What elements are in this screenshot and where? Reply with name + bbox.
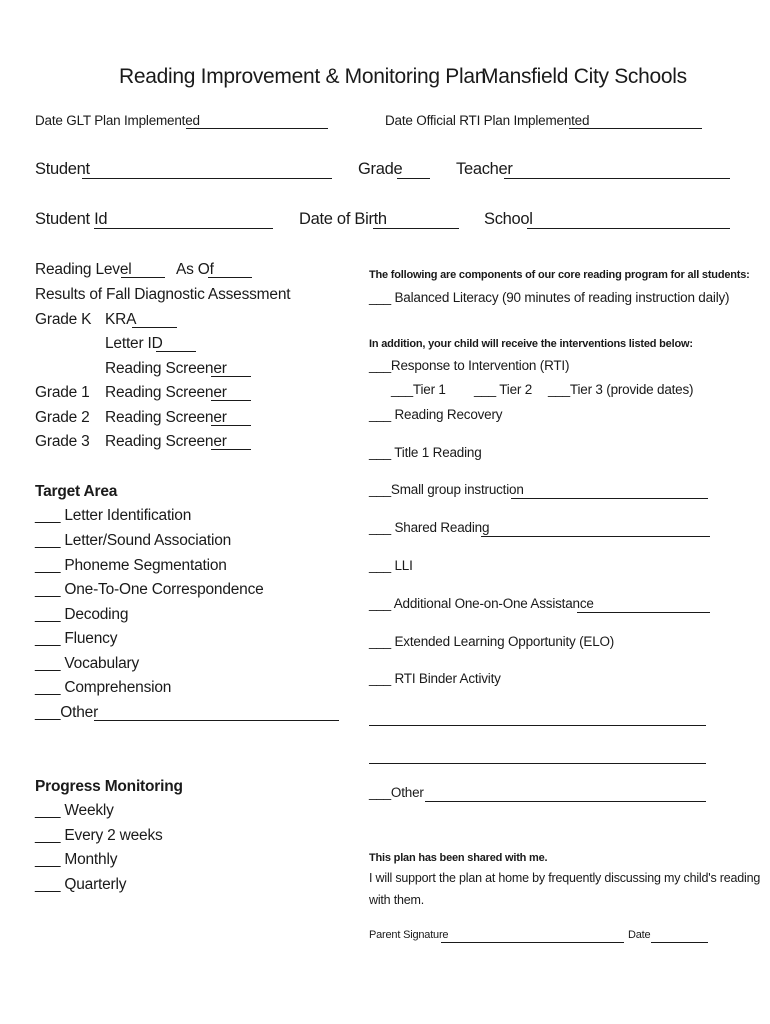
grade-2-label: Grade 2: [35, 409, 90, 426]
target-item-fluency[interactable]: ___ Fluency: [35, 630, 118, 647]
intervention-rti[interactable]: ___Response to Intervention (RTI): [369, 358, 570, 373]
parent-signature-label: Parent Signature: [369, 929, 449, 941]
grade-3-label: Grade 3: [35, 433, 90, 450]
grade-field[interactable]: [397, 178, 430, 179]
intervention-elo[interactable]: ___ Extended Learning Opportunity (ELO): [369, 634, 615, 649]
progress-item-weekly[interactable]: ___ Weekly: [35, 802, 114, 819]
kra-field[interactable]: [132, 327, 177, 328]
signature-date-field[interactable]: [651, 942, 708, 943]
progress-item-every-2-weeks[interactable]: ___ Every 2 weeks: [35, 827, 163, 844]
progress-monitoring-heading: Progress Monitoring: [35, 778, 183, 795]
dob-label: Date of Birth: [299, 210, 387, 228]
as-of-label: As Of: [176, 261, 214, 278]
intervention-tier-2[interactable]: ___ Tier 2: [474, 382, 533, 397]
intervention-rti-binder[interactable]: ___ RTI Binder Activity: [369, 671, 501, 686]
glt-date-label: Date GLT Plan Implemented: [35, 113, 200, 128]
interventions-heading: In addition, your child will receive the interventions listed below:: [369, 338, 693, 350]
core-program-heading: The following are components of our core reading program for all students:: [369, 269, 750, 281]
intervention-reading-recovery[interactable]: ___ Reading Recovery: [369, 407, 503, 422]
rti-date-label: Date Official RTI Plan Implemented: [385, 113, 590, 128]
intervention-shared-reading[interactable]: ___ Shared Reading: [369, 520, 490, 535]
student-id-label: Student Id: [35, 210, 108, 228]
target-item-vocabulary[interactable]: ___ Vocabulary: [35, 655, 140, 672]
target-item-one-to-one[interactable]: ___ One-To-One Correspondence: [35, 581, 264, 598]
shared-reading-field[interactable]: [481, 536, 710, 537]
blank-line-1[interactable]: [369, 725, 706, 726]
intervention-other[interactable]: ___Other: [369, 785, 424, 800]
grade-1-label: Grade 1: [35, 384, 90, 401]
dob-field[interactable]: [373, 228, 459, 229]
reading-level-field[interactable]: [121, 277, 165, 278]
target-item-letter-sound[interactable]: ___ Letter/Sound Association: [35, 532, 232, 549]
signature-date-label: Date: [628, 929, 651, 941]
reading-level-label: Reading Level: [35, 261, 132, 278]
k-screener-field[interactable]: [211, 376, 251, 377]
page-title: Reading Improvement & Monitoring Plan: [119, 65, 487, 88]
support-text-line-2: with them.: [369, 893, 424, 907]
shared-plan-heading: This plan has been shared with me.: [369, 852, 548, 864]
district-name: Mansfield City Schools: [481, 65, 687, 88]
target-area-heading: Target Area: [35, 483, 118, 500]
grade-label: Grade: [358, 160, 403, 178]
progress-item-quarterly[interactable]: ___ Quarterly: [35, 876, 127, 893]
blank-line-2[interactable]: [369, 763, 706, 764]
fall-diagnostic-label: Results of Fall Diagnostic Assessment: [35, 286, 291, 303]
student-id-field[interactable]: [94, 228, 273, 229]
target-item-decoding[interactable]: ___ Decoding: [35, 606, 129, 623]
target-other-field[interactable]: [94, 720, 339, 721]
target-item-letter-identification[interactable]: ___ Letter Identification: [35, 507, 192, 524]
intervention-tier-3[interactable]: ___Tier 3 (provide dates): [548, 382, 694, 397]
small-group-field[interactable]: [511, 498, 708, 499]
grade-1-screener-field[interactable]: [211, 400, 251, 401]
parent-signature-field[interactable]: [441, 942, 624, 943]
grade-3-screener-label: Reading Screener: [105, 433, 227, 450]
letter-id-label: Letter ID: [105, 335, 163, 352]
intervention-small-group[interactable]: ___Small group instruction: [369, 482, 524, 497]
rti-date-field[interactable]: [569, 128, 702, 129]
student-label: Student: [35, 160, 90, 178]
teacher-field[interactable]: [504, 178, 730, 179]
intervention-title-1[interactable]: ___ Title 1 Reading: [369, 445, 482, 460]
k-screener-label: Reading Screener: [105, 360, 227, 377]
grade-2-screener-field[interactable]: [211, 425, 251, 426]
grade-3-screener-field[interactable]: [211, 449, 251, 450]
grade-1-screener-label: Reading Screener: [105, 384, 227, 401]
school-label: School: [484, 210, 533, 228]
intervention-lli[interactable]: ___ LLI: [369, 558, 413, 573]
letter-id-field[interactable]: [156, 351, 196, 352]
target-item-comprehension[interactable]: ___ Comprehension: [35, 679, 172, 696]
balanced-literacy-item[interactable]: ___ Balanced Literacy (90 minutes of reading instruction daily): [369, 290, 730, 305]
progress-item-monthly[interactable]: ___ Monthly: [35, 851, 118, 868]
kra-label: KRA: [105, 311, 137, 328]
student-name-field[interactable]: [82, 178, 332, 179]
target-item-other[interactable]: ___Other: [35, 704, 99, 721]
intervention-tier-1[interactable]: ___Tier 1: [391, 382, 446, 397]
target-item-phoneme-segmentation[interactable]: ___ Phoneme Segmentation: [35, 557, 227, 574]
intervention-one-on-one[interactable]: ___ Additional One-on-One Assistance: [369, 596, 594, 611]
grade-k-label: Grade K: [35, 311, 92, 328]
support-text-line-1: I will support the plan at home by frequently discussing my child's reading: [369, 871, 761, 885]
one-on-one-field[interactable]: [577, 612, 710, 613]
intervention-other-field[interactable]: [425, 801, 706, 802]
grade-2-screener-label: Reading Screener: [105, 409, 227, 426]
as-of-field[interactable]: [208, 277, 252, 278]
school-field[interactable]: [527, 228, 730, 229]
glt-date-field[interactable]: [186, 128, 328, 129]
teacher-label: Teacher: [456, 160, 513, 178]
